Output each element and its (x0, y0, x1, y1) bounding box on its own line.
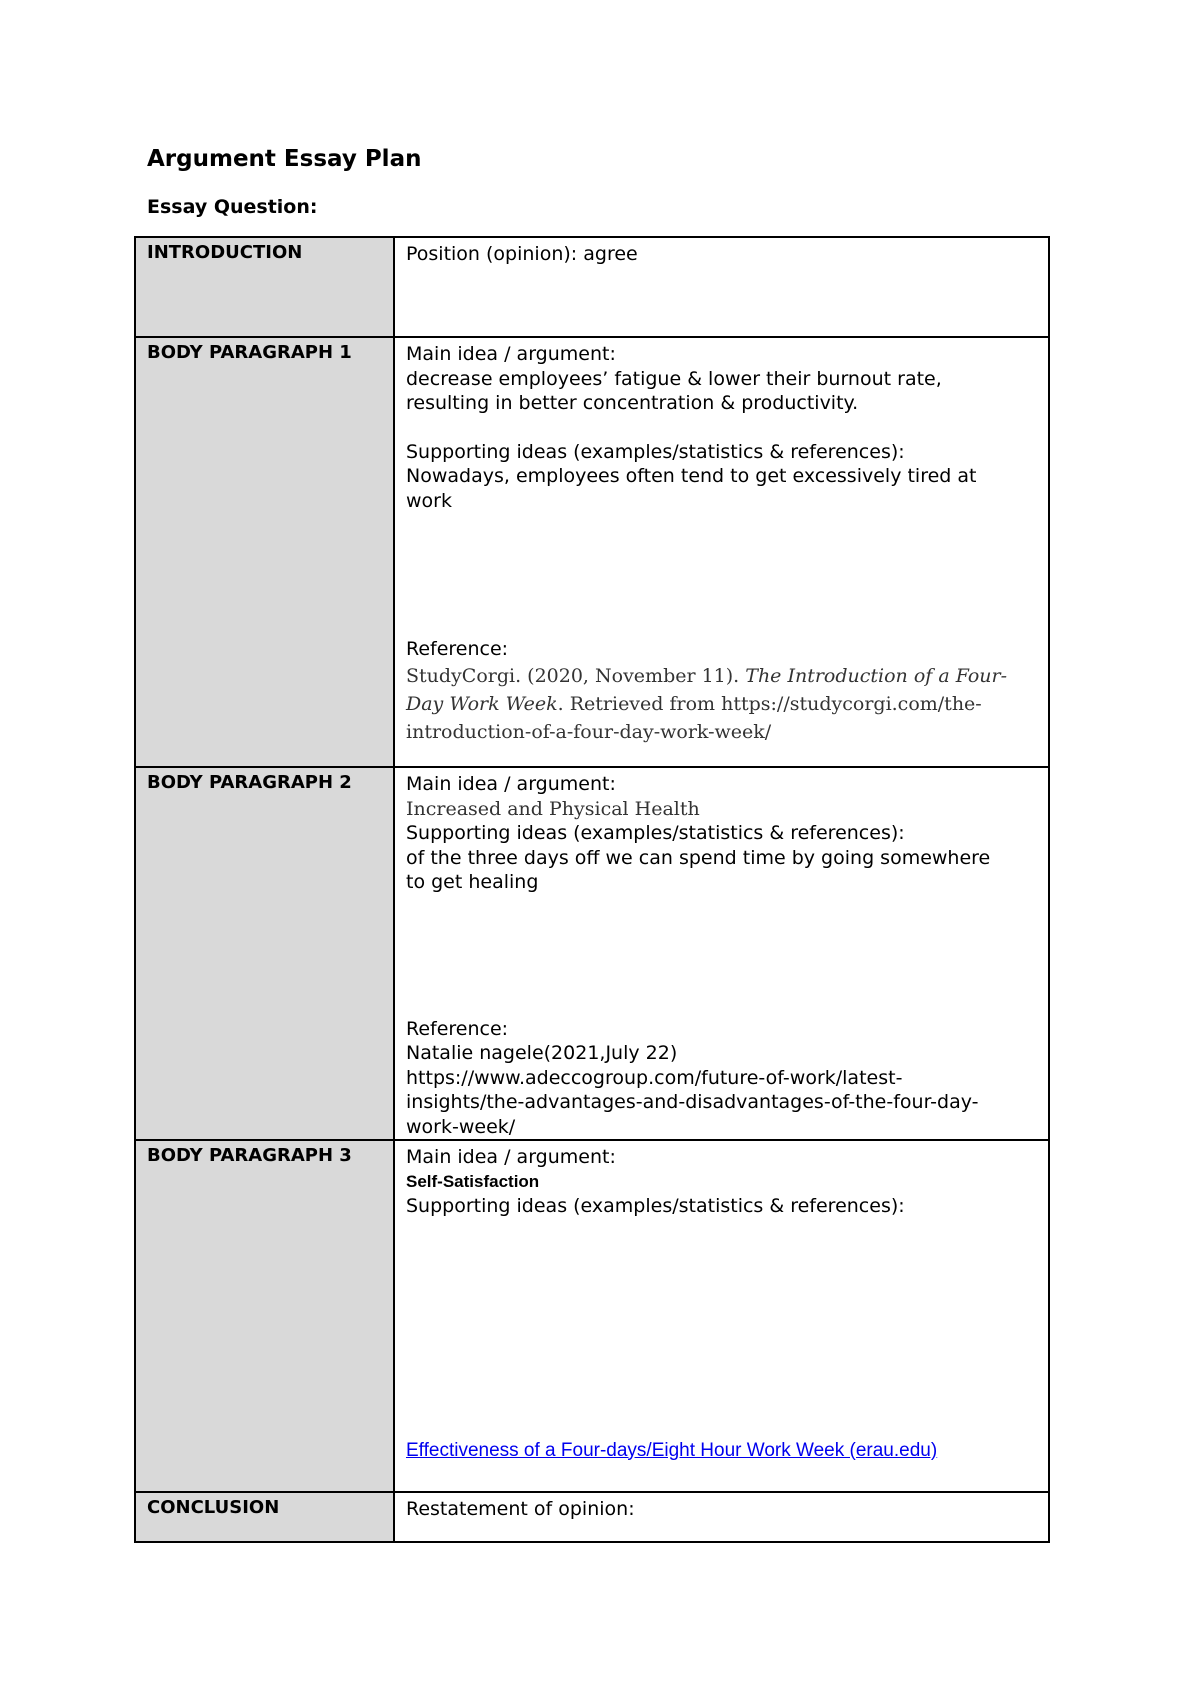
main-idea-text-2: resulting in better concentration & productivity. (406, 392, 859, 414)
restatement-text: Restatement of opinion: (406, 1498, 635, 1520)
supporting-text-1: Nowadays, employees often tend to get excessively tired at (406, 465, 977, 487)
row-content-introduction[interactable] (394, 237, 1049, 337)
reference-author: Natalie nagele(2021,July 22) (406, 1042, 678, 1064)
supporting-text-2: work (406, 489, 452, 512)
reference-label: Reference: (406, 638, 509, 660)
position-text: Position (opinion): agree (406, 243, 638, 265)
reference-label: Reference: (406, 1017, 509, 1040)
row-content-body2[interactable] (394, 767, 1049, 1140)
main-idea-label: Main idea / argument: (406, 1146, 616, 1168)
main-idea-text: Increased and Physical Health (406, 797, 700, 820)
row-label-conclusion: CONCLUSION (135, 1492, 394, 1542)
reference-title: The Introduction of a Four-Day Work Week (406, 664, 1008, 715)
main-idea-text: Self-Satisfaction (406, 1171, 540, 1191)
row-content-body3[interactable] (394, 1140, 1049, 1492)
row-label-introduction: INTRODUCTION (135, 237, 394, 337)
essay-plan-table (134, 236, 1050, 1543)
reference-part-2: . Retrieved from https://studycorgi.com/the-introduction-of-a-four-day-work-week/ (406, 692, 982, 743)
reference-part-1: StudyCorgi. (2020, November 11). (406, 664, 746, 687)
supporting-label: Supporting ideas (examples/statistics & references): (406, 440, 905, 463)
supporting-label: Supporting ideas (examples/statistics & references): (406, 1195, 905, 1217)
table-row-body2 (135, 767, 1049, 1140)
reference-url-1: https://www.adeccogroup.com/future-of-work/latest- (406, 1066, 903, 1089)
table-row-body3 (135, 1140, 1049, 1492)
row-content-conclusion[interactable] (394, 1492, 1049, 1542)
reference-citation (406, 662, 1038, 746)
table-row-introduction (135, 237, 1049, 337)
reference-url-3: work-week/ (406, 1115, 516, 1138)
table-row-conclusion (135, 1492, 1049, 1542)
reference-url-2: insights/the-advantages-and-disadvantages-of-the-four-day- (406, 1091, 979, 1113)
supporting-text-2: to get healing (406, 871, 539, 893)
supporting-label: Supporting ideas (examples/statistics & references): (406, 822, 905, 844)
essay-question-label: Essay Question: (147, 196, 318, 218)
main-idea-label: Main idea / argument: (406, 773, 616, 795)
erau-reference-link[interactable]: Effectiveness of a Four-days/Eight Hour Work Week (erau.edu) (406, 1439, 938, 1461)
row-label-body1: BODY PARAGRAPH 1 (135, 337, 394, 767)
row-content-body1[interactable] (394, 337, 1049, 767)
row-label-body3: BODY PARAGRAPH 3 (135, 1140, 394, 1492)
main-idea-text-1: decrease employees’ fatigue & lower their burnout rate, (406, 367, 942, 390)
supporting-text-1: of the three days off we can spend time by going somewhere (406, 846, 991, 869)
main-idea-label: Main idea / argument: (406, 343, 616, 365)
row-label-body2: BODY PARAGRAPH 2 (135, 767, 394, 1140)
table-row-body1 (135, 337, 1049, 767)
page-title: Argument Essay Plan (147, 146, 422, 172)
